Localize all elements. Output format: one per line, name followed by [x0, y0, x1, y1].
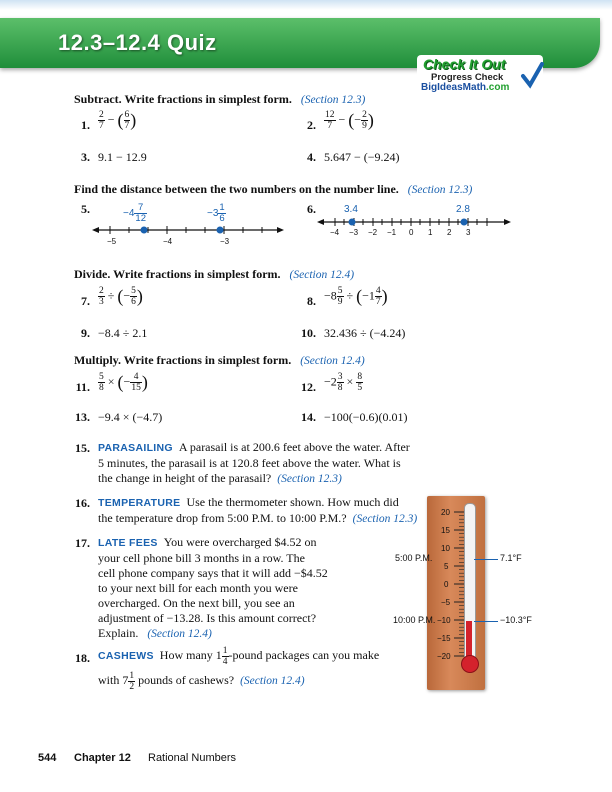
- tick-label: 1: [428, 228, 433, 237]
- point-label-left: −4 $\frac{7}{12}$: [123, 202, 146, 224]
- problem-3: 9.1 − 12.9: [98, 150, 147, 164]
- point-marker: [141, 227, 148, 234]
- problem-9: −8.4 ÷ 2.1: [98, 326, 148, 340]
- problem-number: 17.: [75, 536, 90, 550]
- point-label-right: 2.8: [456, 204, 470, 215]
- problem-10: 32.436 ÷ (−4.24): [324, 326, 406, 340]
- problem-12: −2 $\frac{3}{8}$ × $\frac{8}{5}$: [324, 372, 363, 393]
- chapter-label: Chapter 12: [74, 752, 131, 764]
- banner-top-band: [0, 0, 612, 10]
- website-label[interactable]: BigIdeasMath.com: [421, 82, 510, 93]
- marker-line: [474, 559, 498, 560]
- problem-14: −100(−0.6)(0.01): [324, 410, 408, 424]
- problem-number: 4.: [307, 150, 316, 164]
- problem-number: 3.: [81, 150, 90, 164]
- tick-label: −3: [349, 228, 359, 237]
- problem-number: 13.: [75, 410, 90, 424]
- point-marker: [217, 227, 224, 234]
- thermometer-scale-label: −5: [441, 598, 451, 607]
- check-it-out-label: Check It Out: [423, 56, 506, 72]
- thermometer-scale-label: 20: [441, 508, 450, 517]
- tick-label: −2: [368, 228, 378, 237]
- temp-label-1: 7.1°F: [500, 553, 522, 563]
- problem-1: $\frac{2}{7}$ − ( $\frac{6}{7}$ ): [99, 110, 137, 131]
- tick-label: −5: [107, 237, 117, 246]
- thermometer-scale-label: −10: [437, 616, 451, 625]
- time-label-5pm: 5:00 P.M.: [395, 553, 433, 563]
- thermometer-scale-label: −15: [437, 634, 451, 643]
- section-heading-divide: Divide. Write fractions in simplest form. (Section 12.4): [74, 267, 355, 281]
- problem-15: PARASAILING A parasail is at 200.6 feet above the water. After 5 minutes, the parasail is at 120.8 feet above the water. What is the change in height of the parasail? (Section 12.3): [98, 440, 410, 485]
- problem-number: 2.: [307, 118, 316, 132]
- thermometer-scale-label: 0: [444, 580, 449, 589]
- tick-label: 3: [466, 228, 471, 237]
- number-line-6: [316, 212, 512, 236]
- problem-17: LATE FEES You were overcharged $4.52 on your cell phone bill 3 months in a row. The cell phone company says that it will add −$4.52 to your next bill for each month you were overcharged. On the next bill, you see an adjustment of −13.28. Is this amount correct? Explain. (Section 12.4): [98, 535, 328, 640]
- problem-13: −9.4 × (−4.7): [98, 410, 163, 424]
- marker-line: [474, 621, 498, 622]
- problem-number: 5.: [81, 202, 90, 216]
- chapter-title: Rational Numbers: [148, 752, 237, 764]
- tick-label: −4: [330, 228, 340, 237]
- problem-number: 16.: [75, 496, 90, 510]
- section-heading-multiply: Multiply. Write fractions in simplest form. (Section 12.4): [74, 353, 365, 367]
- number-line-5: [90, 200, 290, 252]
- tick-label: 0: [409, 228, 414, 237]
- page-title: 12.3–12.4 Quiz: [58, 30, 217, 55]
- thermometer-scale-label: 15: [441, 526, 450, 535]
- page-number: 544: [38, 752, 57, 764]
- tick-label: 2: [447, 228, 452, 237]
- section-heading-subtract: Subtract. Write fractions in simplest form. (Section 12.3): [74, 92, 366, 106]
- thermometer-scale-label: −20: [437, 652, 451, 661]
- problem-number: 8.: [307, 294, 316, 308]
- checkmark-icon: [520, 60, 544, 90]
- tick-label: −1: [387, 228, 397, 237]
- thermometer-scale-label: 5: [444, 562, 449, 571]
- problem-number: 10.: [301, 326, 316, 340]
- problem-number: 11.: [75, 380, 90, 394]
- problem-number: 18.: [75, 651, 90, 665]
- problem-number: 14.: [301, 410, 316, 424]
- problem-number: 15.: [75, 441, 90, 455]
- temp-label-2: −10.3°F: [500, 615, 532, 625]
- thermometer-scale-label: 10: [441, 544, 450, 553]
- problem-2: $\frac{12}{7}$ − (− $\frac{2}{9}$ ): [325, 110, 374, 131]
- problem-number: 12.: [301, 380, 316, 394]
- problem-7: $\frac{2}{3}$ ÷ (− $\frac{5}{6}$ ): [99, 286, 143, 307]
- point-marker: [349, 219, 356, 226]
- section-heading-distance: Find the distance between the two numbers on the number line. (Section 12.3): [74, 182, 473, 196]
- problem-4: 5.647 − (−9.24): [324, 150, 400, 164]
- time-label-10pm: 10:00 P.M.: [393, 615, 436, 625]
- problem-16: TEMPERATURE Use the thermometer shown. How much did the temperature drop from 5:00 P.M. to 10:00 P.M.? (Section 12.3): [98, 495, 418, 525]
- problem-18: CASHEWS How many 1 $\frac{1}{4}$ -pound packages can you make with 7 $\frac{1}{2}$ pounds of cashews? (Section 12.4): [98, 645, 380, 692]
- point-label-left: 3.4: [344, 204, 358, 215]
- tick-label: −4: [163, 237, 173, 246]
- problem-number: 7.: [81, 294, 90, 308]
- problem-number: 9.: [81, 326, 90, 340]
- point-marker: [461, 219, 468, 226]
- problem-11: $\frac{5}{8}$ × (− $\frac{4}{15}$ ): [99, 372, 148, 393]
- problem-8: −8 $\frac{5}{9}$ ÷ (−1 $\frac{4}{7}$ ): [324, 286, 388, 307]
- tick-label: −3: [220, 237, 230, 246]
- thermometer-ticks: [450, 508, 466, 658]
- problem-number: 1.: [81, 118, 90, 132]
- progress-check-label: Progress Check: [431, 72, 504, 83]
- problem-number: 6.: [307, 202, 316, 216]
- point-label-right: −3 $\frac{1}{6}$: [207, 202, 225, 224]
